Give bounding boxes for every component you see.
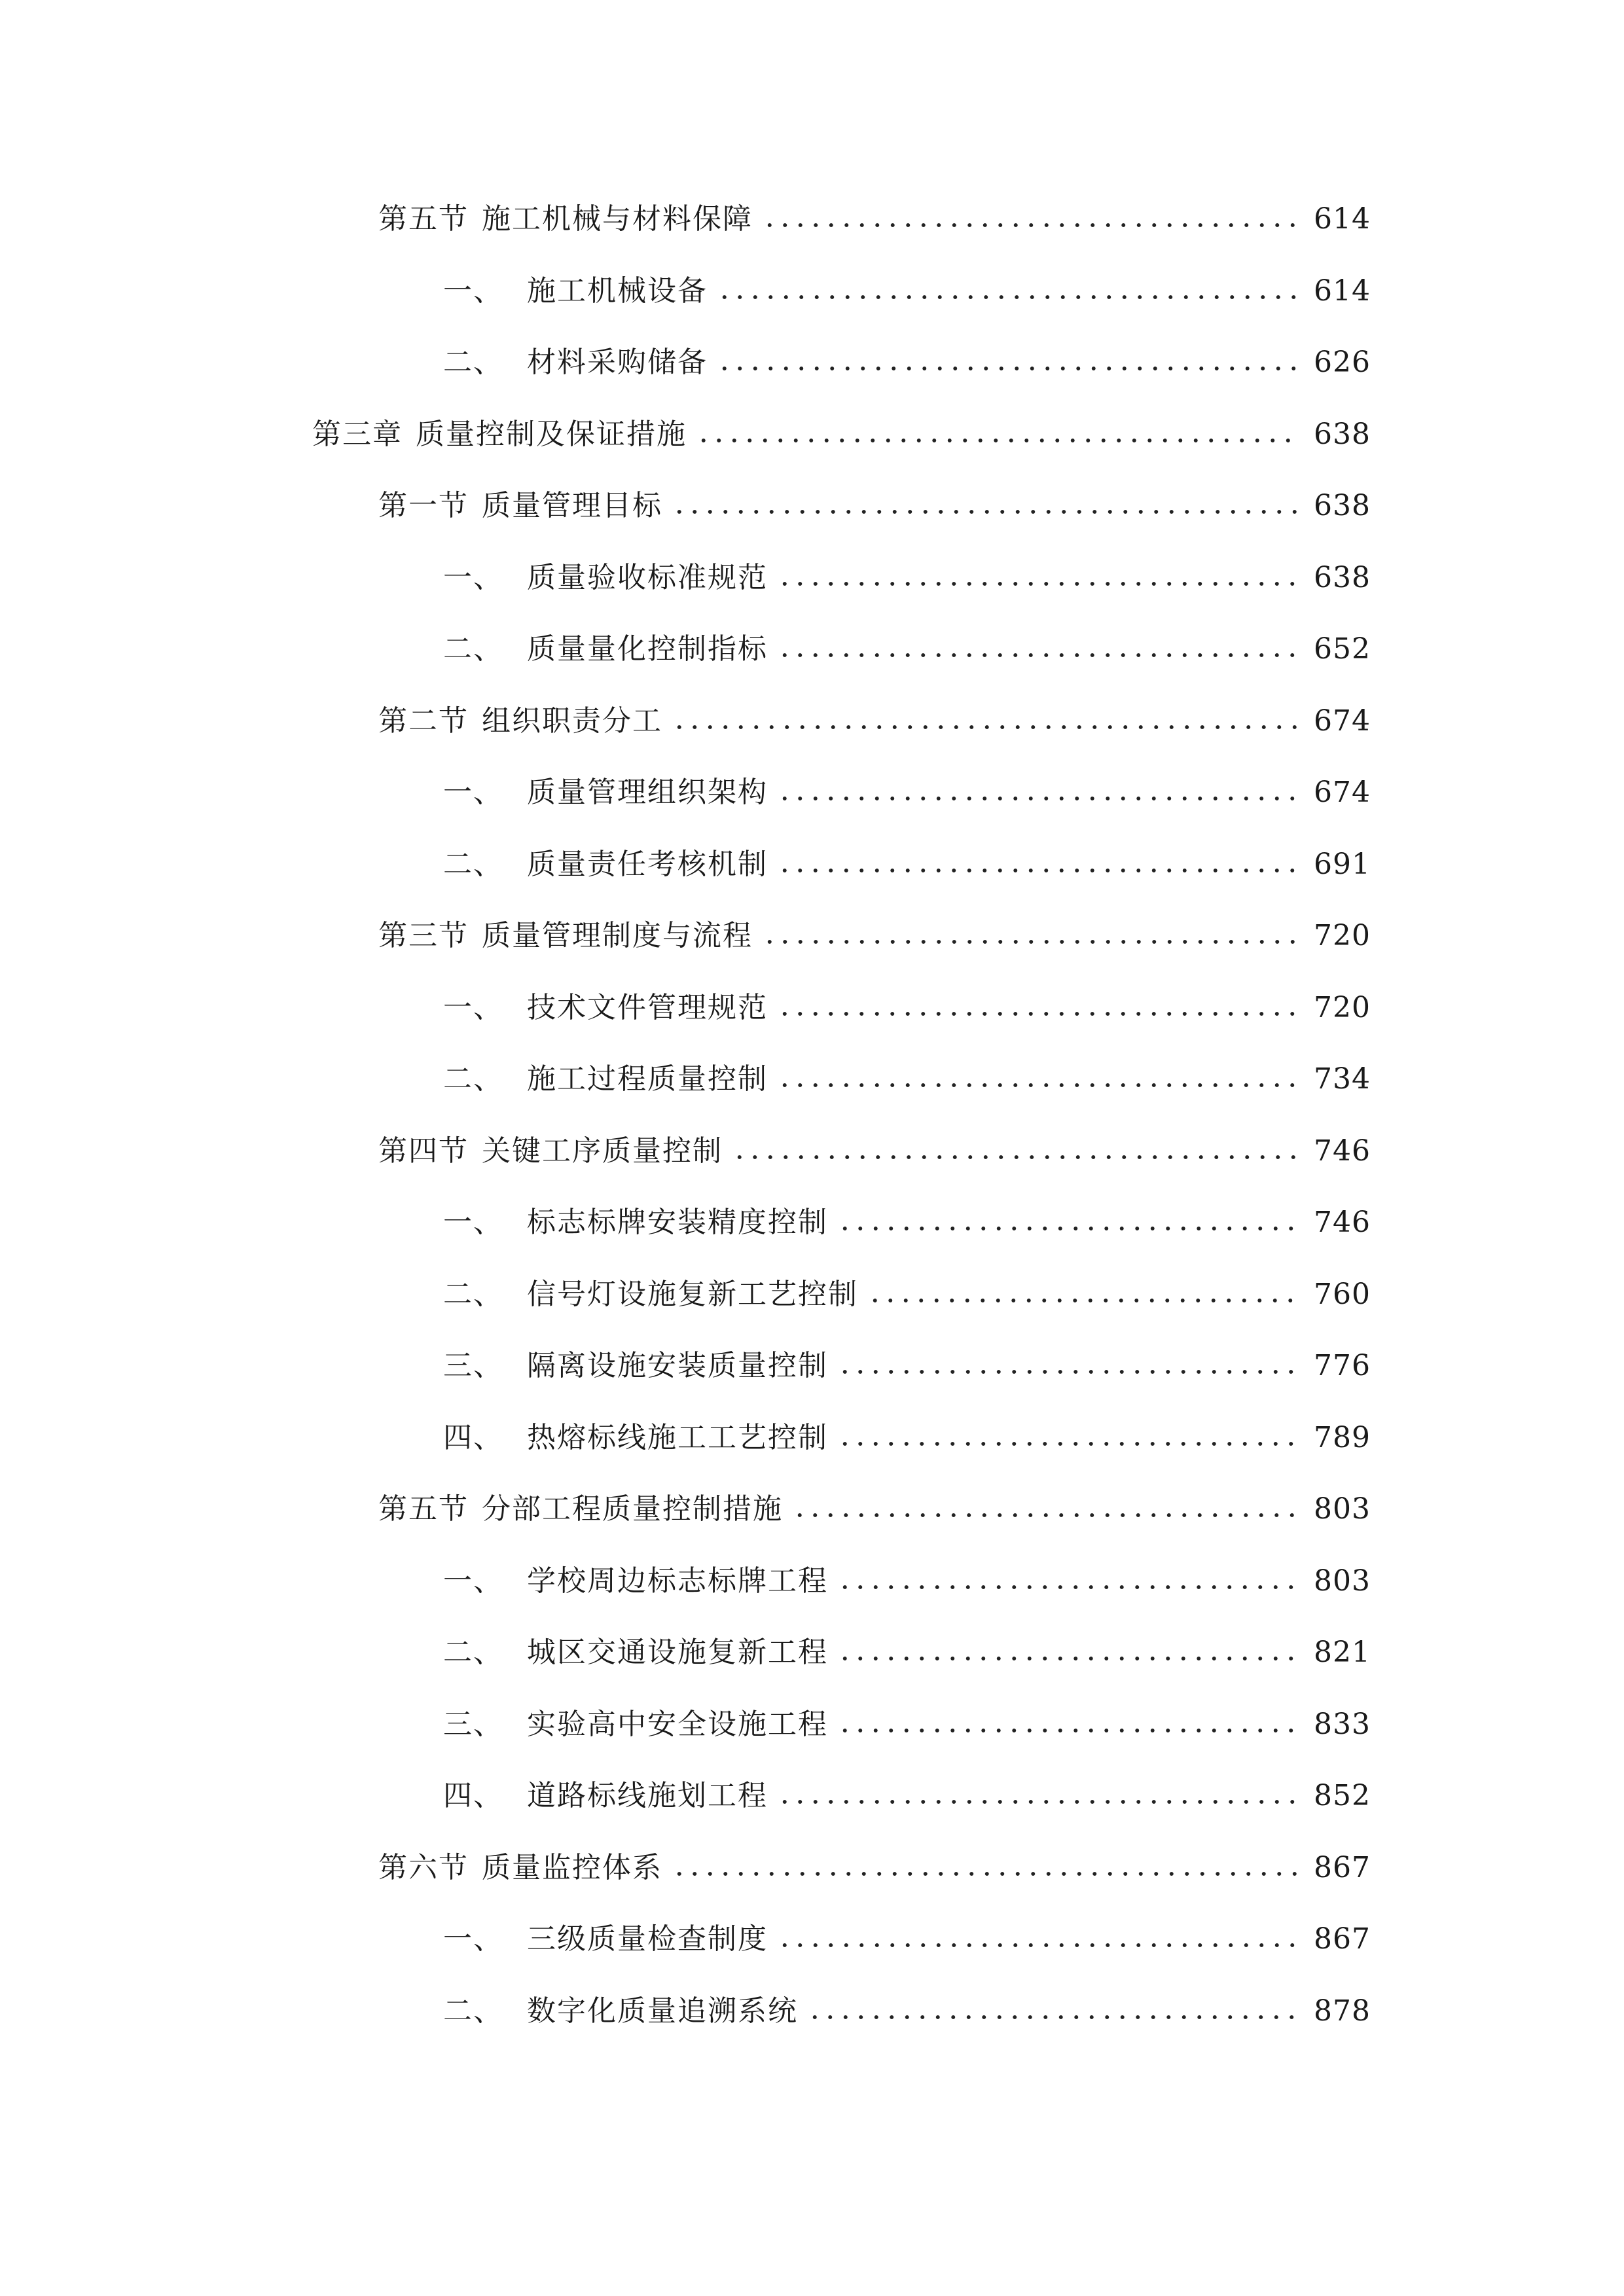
- entry-title: 学校周边标志标牌工程: [527, 1564, 828, 1598]
- toc-entry[interactable]: [443, 766, 1371, 819]
- dot-leader: [807, 2014, 1297, 2020]
- entry-title: 质量控制及保证措施: [416, 418, 687, 451]
- dot-leader: [777, 581, 1297, 587]
- dot-leader: [777, 867, 1297, 874]
- entry-page-number: 776: [1314, 1349, 1371, 1382]
- entry-label: 二、: [443, 1278, 503, 1311]
- toc-entry[interactable]: [443, 1340, 1371, 1392]
- entry-title: 质量验收标准规范: [527, 561, 768, 594]
- dot-leader: [777, 1011, 1297, 1017]
- toc-entry[interactable]: [378, 1125, 1371, 1177]
- dot-leader: [672, 509, 1297, 515]
- entry-page-number: 720: [1314, 919, 1371, 952]
- entry-label: 第二节: [378, 704, 469, 738]
- entry-title: 施工机械设备: [527, 274, 708, 308]
- dot-leader: [777, 652, 1297, 658]
- entry-label: 二、: [443, 632, 503, 666]
- toc-entry[interactable]: [443, 838, 1371, 891]
- entry-page-number: 789: [1314, 1421, 1371, 1454]
- toc-entry[interactable]: [443, 1626, 1371, 1679]
- dot-leader: [672, 1871, 1297, 1877]
- toc-entry[interactable]: [443, 1412, 1371, 1464]
- dot-leader: [672, 724, 1297, 730]
- toc-entry[interactable]: [378, 193, 1371, 245]
- entry-title: 质量管理目标: [482, 489, 662, 522]
- toc-entry[interactable]: [443, 1913, 1371, 1965]
- entry-title: 材料采购储备: [527, 346, 708, 379]
- entry-page-number: 720: [1314, 991, 1371, 1024]
- toc-entry[interactable]: [443, 1555, 1371, 1607]
- entry-label: 一、: [443, 1564, 503, 1598]
- entry-label: 一、: [443, 991, 503, 1024]
- toc-entry[interactable]: [378, 695, 1371, 747]
- toc-entry[interactable]: [378, 480, 1371, 532]
- entry-label: 一、: [443, 776, 503, 809]
- entry-page-number: 734: [1314, 1062, 1371, 1096]
- toc-entry[interactable]: [378, 1483, 1371, 1535]
- entry-page-number: 614: [1314, 274, 1371, 308]
- entry-title: 施工过程质量控制: [527, 1062, 768, 1096]
- entry-title: 标志标牌安装精度控制: [527, 1206, 828, 1239]
- entry-title: 组织职责分工: [482, 704, 662, 738]
- dot-leader: [792, 1512, 1297, 1518]
- entry-page-number: 867: [1314, 1851, 1371, 1884]
- entry-label: 二、: [443, 1994, 503, 2028]
- entry-label: 三、: [443, 1349, 503, 1382]
- entry-title: 关键工序质量控制: [482, 1134, 723, 1168]
- entry-page-number: 638: [1314, 561, 1371, 594]
- dot-leader: [717, 365, 1297, 372]
- entry-title: 信号灯设施复新工艺控制: [527, 1278, 858, 1311]
- entry-title: 质量责任考核机制: [527, 848, 768, 881]
- entry-title: 城区交通设施复新工程: [527, 1636, 828, 1669]
- dot-leader: [777, 1942, 1297, 1948]
- toc-entry[interactable]: [312, 408, 1371, 461]
- entry-label: 四、: [443, 1779, 503, 1812]
- entry-page-number: 638: [1314, 418, 1371, 451]
- entry-title: 热熔标线施工工艺控制: [527, 1421, 828, 1454]
- dot-leader: [837, 1441, 1297, 1447]
- dot-leader: [777, 1799, 1297, 1805]
- entry-label: 第一节: [378, 489, 469, 522]
- entry-label: 一、: [443, 1206, 503, 1239]
- entry-label: 第五节: [378, 1492, 469, 1526]
- toc-entry[interactable]: [443, 1196, 1371, 1249]
- dot-leader: [777, 795, 1297, 802]
- entry-label: 第三节: [378, 919, 469, 952]
- toc-entry[interactable]: [443, 1698, 1371, 1751]
- entry-page-number: 626: [1314, 346, 1371, 379]
- entry-title: 技术文件管理规范: [527, 991, 768, 1024]
- entry-page-number: 852: [1314, 1779, 1371, 1812]
- entry-page-number: 746: [1314, 1206, 1371, 1239]
- toc-entry[interactable]: [443, 1053, 1371, 1105]
- toc-entry[interactable]: [443, 1985, 1371, 2037]
- entry-title: 三级质量检查制度: [527, 1922, 768, 1956]
- entry-title: 道路标线施划工程: [527, 1779, 768, 1812]
- entry-page-number: 614: [1314, 202, 1371, 236]
- toc-entry[interactable]: [443, 623, 1371, 675]
- entry-page-number: 691: [1314, 848, 1371, 881]
- toc-entry[interactable]: [443, 336, 1371, 389]
- entry-title: 隔离设施安装质量控制: [527, 1349, 828, 1382]
- dot-leader: [837, 1369, 1297, 1375]
- entry-title: 分部工程质量控制措施: [482, 1492, 783, 1526]
- toc-entry[interactable]: [378, 910, 1371, 962]
- dot-leader: [717, 294, 1297, 300]
- entry-page-number: 746: [1314, 1134, 1371, 1168]
- toc-entry[interactable]: [443, 1770, 1371, 1822]
- entry-page-number: 638: [1314, 489, 1371, 522]
- entry-label: 二、: [443, 848, 503, 881]
- entry-page-number: 867: [1314, 1922, 1371, 1956]
- entry-label: 第五节: [378, 202, 469, 236]
- entry-page-number: 674: [1314, 704, 1371, 738]
- entry-label: 三、: [443, 1708, 503, 1741]
- dot-leader: [837, 1727, 1297, 1734]
- entry-label: 第六节: [378, 1851, 469, 1884]
- entry-title: 质量量化控制指标: [527, 632, 768, 666]
- entry-page-number: 760: [1314, 1278, 1371, 1311]
- toc-entry[interactable]: [443, 265, 1371, 317]
- dot-leader: [762, 939, 1297, 945]
- entry-title: 质量管理制度与流程: [482, 919, 753, 952]
- entry-title: 实验高中安全设施工程: [527, 1708, 828, 1741]
- entry-label: 二、: [443, 346, 503, 379]
- dot-leader: [696, 437, 1297, 444]
- dot-leader: [777, 1082, 1297, 1088]
- dot-leader: [732, 1154, 1297, 1160]
- entry-page-number: 821: [1314, 1636, 1371, 1669]
- dot-leader: [837, 1655, 1297, 1662]
- entry-page-number: 803: [1314, 1492, 1371, 1526]
- entry-label: 一、: [443, 561, 503, 594]
- entry-label: 二、: [443, 1062, 503, 1096]
- entry-title: 施工机械与材料保障: [482, 202, 753, 236]
- entry-page-number: 674: [1314, 776, 1371, 809]
- dot-leader: [837, 1584, 1297, 1590]
- toc-entry[interactable]: [443, 982, 1371, 1034]
- entry-title: 数字化质量追溯系统: [527, 1994, 798, 2028]
- entry-label: 二、: [443, 1636, 503, 1669]
- entry-label: 第四节: [378, 1134, 469, 1168]
- entry-page-number: 652: [1314, 632, 1371, 666]
- entry-label: 四、: [443, 1421, 503, 1454]
- dot-leader: [762, 222, 1297, 228]
- dot-leader: [867, 1297, 1297, 1304]
- toc-entry[interactable]: [443, 1268, 1371, 1321]
- entry-label: 一、: [443, 1922, 503, 1956]
- dot-leader: [837, 1225, 1297, 1232]
- toc-entry[interactable]: [443, 552, 1371, 604]
- entry-label: 一、: [443, 274, 503, 308]
- entry-page-number: 833: [1314, 1708, 1371, 1741]
- entry-page-number: 878: [1314, 1994, 1371, 2028]
- entry-title: 质量监控体系: [482, 1851, 662, 1884]
- toc-entry[interactable]: [378, 1842, 1371, 1894]
- entry-label: 第三章: [312, 418, 403, 451]
- entry-title: 质量管理组织架构: [527, 776, 768, 809]
- entry-page-number: 803: [1314, 1564, 1371, 1598]
